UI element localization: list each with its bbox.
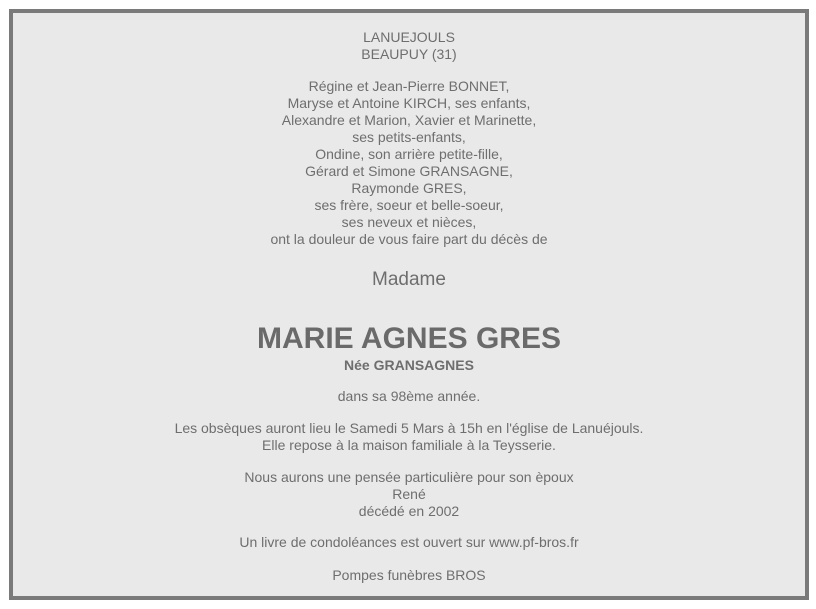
family-line: Régine et Jean-Pierre BONNET, — [308, 78, 510, 94]
place-line: BEAUPUY (31) — [361, 46, 457, 62]
spouse-line: décédé en 2002 — [358, 503, 460, 519]
undertaker-line: Pompes funèbres BROS — [332, 567, 486, 583]
age-block — [13, 388, 805, 405]
deceased-title: Madame — [372, 269, 446, 290]
funeral-line: Elle repose à la maison familiale à la Teysserie. — [262, 437, 556, 453]
spouse-line: Nous aurons une pensée particulière pour son èpoux — [244, 469, 574, 485]
undertaker-block — [13, 567, 805, 584]
family-line: ses petits-enfants, — [352, 129, 466, 145]
maiden-name: Née GRANSAGNES — [344, 357, 474, 373]
condolence-line: Un livre de condoléances est ouvert sur www.pf-bros.fr — [239, 534, 579, 550]
family-line: Raymonde GRES, — [351, 180, 467, 196]
spouse-line: René — [392, 486, 426, 502]
spouse-block — [13, 469, 805, 520]
family-line: Ondine, son arrière petite-fille, — [315, 146, 503, 162]
family-line: Maryse et Antoine KIRCH, ses enfants, — [287, 95, 531, 111]
places-block — [13, 29, 805, 63]
family-block — [13, 78, 805, 248]
family-line: ses frère, soeur et belle-soeur, — [314, 197, 504, 213]
funeral-block — [13, 420, 805, 454]
family-line: ont la douleur de vous faire part du décès de — [270, 231, 548, 247]
deceased-name: MARIE AGNES GRES — [257, 322, 561, 355]
family-line: Alexandre et Marion, Xavier et Marinette, — [281, 112, 537, 128]
age-line: dans sa 98ème année. — [337, 388, 481, 404]
condolence-block — [13, 534, 805, 551]
place-line: LANUEJOULS — [363, 29, 455, 45]
family-line: ses neveux et nièces, — [341, 214, 477, 230]
family-line: Gérard et Simone GRANSAGNE, — [305, 163, 513, 179]
funeral-line: Les obsèques auront lieu le Samedi 5 Mars à 15h en l'église de Lanuéjouls. — [174, 420, 644, 436]
obituary-card — [9, 9, 809, 600]
